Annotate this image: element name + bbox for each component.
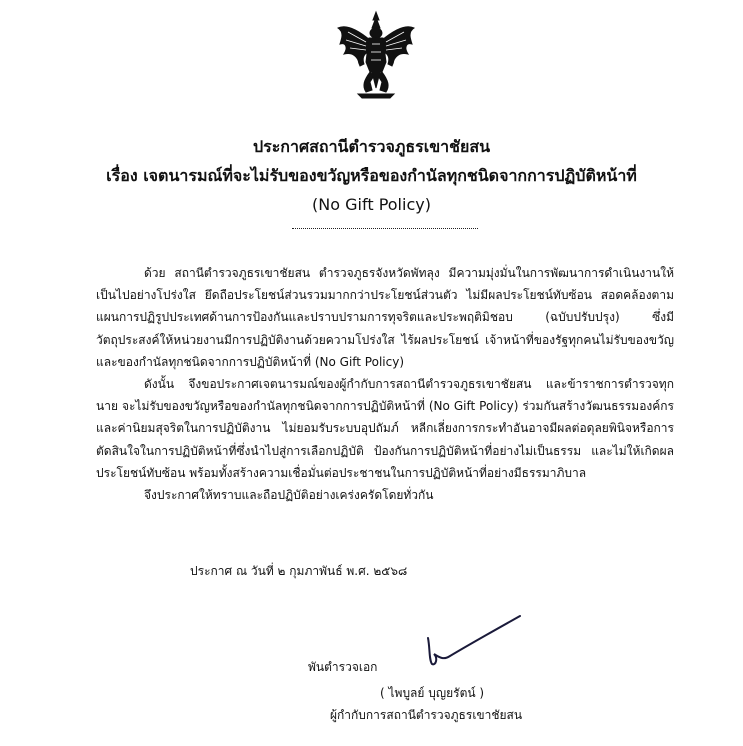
announcement-title xyxy=(0,132,743,219)
signer-name: ( ไพบูลย์ บุญยรัตน์ ) xyxy=(380,686,485,700)
paragraph-closing: จึงประกาศให้ทราบและถือปฏิบัติอย่างเคร่งครัดโดยทั่วกัน xyxy=(144,488,434,503)
signature xyxy=(420,608,530,672)
title-subject: เรื่อง เจตนารมณ์ที่จะไม่รับของขวัญหรือของกำนัลทุกชนิดจากการปฏิบัติหน้าที่ xyxy=(106,166,637,185)
divider xyxy=(292,228,478,229)
signer-rank: พันตำรวจเอก xyxy=(308,660,378,674)
title-organization: ประกาศสถานีตำรวจภูธรเขาชัยสน xyxy=(252,137,491,156)
announcement-date: ประกาศ ณ วันที่ ๒ กุมภาพันธ์ พ.ศ. ๒๕๖๘ xyxy=(190,564,408,578)
title-policy: (No Gift Policy) xyxy=(312,195,431,214)
paragraph-declaration: ดังนั้น จึงขอประกาศเจตนารมณ์ของผู้กำกับการสถานีตำรวจภูธรเขาชัยสน และข้าราชการตำรวจทุกนาย จะไม่รับของขวัญหรือของกำนัลทุกชนิดจากการปฏิบัติหน้าที่ (No Gift Policy) ร่วมกันสร้างวัฒนธรรมองค์กร และค่านิยมสุจริตในการปฏิบัติงาน ไม่ยอมรับระบบอุปถัมภ์ หลีกเลี่ยงการกระทำอันอาจมีผลต่อดุลยพินิจหรือการตัดสินใจในการปฏิบัติหน้าที่ซึ่งนำไปสู่การเลือกปฏิบัติ ป้องกันการปฏิบัติหน้าที่อย่างไม่เป็นธรรม และไม่ให้เกิดผลประโยชน์ทับซ้อน พร้อมทั้งสร้างความเชื่อมั่นต่อประชาชนในการปฏิบัติหน้าที่อย่างมีธรรมาภิบาล xyxy=(96,377,674,480)
garuda-emblem-icon xyxy=(336,10,416,100)
paragraph-intro: ด้วย สถานีตำรวจภูธรเขาชัยสน ตำรวจภูธรจังหวัดพัทลุง มีความมุ่งมั่นในการพัฒนาการดำเนินงานให้เป็นไปอย่างโปร่งใส ยึดถือประโยชน์ส่วนรวมมากกว่าประโยชน์ส่วนตัว ไม่มีผลประโยชน์ทับซ้อน สอดคล้องตามแผนการปฏิรูปประเทศด้านการป้องกันและปราบปรามการทุจริตและประพฤติมิชอบ (ฉบับปรับปรุง) ซึ่งมีวัตถุประสงค์ให้หน่วยงานมีการปฏิบัติงานด้วยความโปร่งใส ไร้ผลประโยชน์ เจ้าหน้าที่ของรัฐทุกคนไม่รับของขวัญและของกำนัลทุกชนิดจากการปฏิบัติหน้าที่ (No Gift Policy) xyxy=(96,266,674,369)
announcement-body xyxy=(96,262,674,506)
signer-position: ผู้กำกับการสถานีตำรวจภูธรเขาชัยสน xyxy=(330,708,523,722)
